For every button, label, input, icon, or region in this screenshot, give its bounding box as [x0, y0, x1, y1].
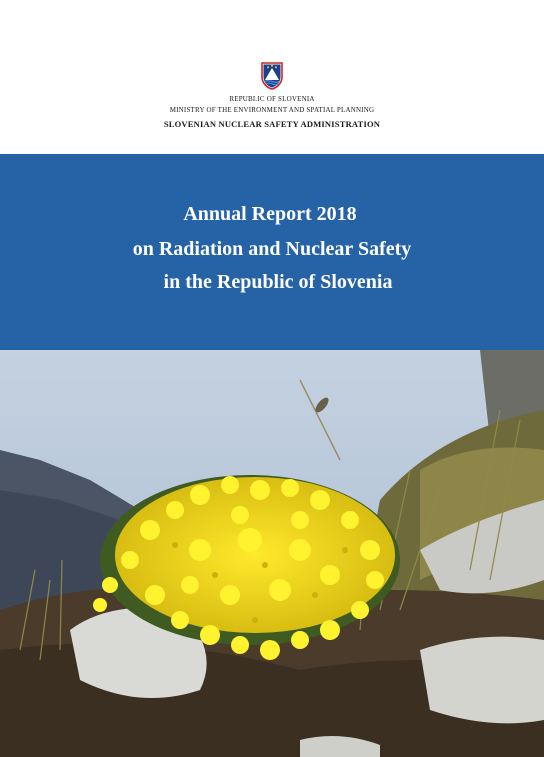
ministry-name: MINISTRY OF THE ENVIRONMENT AND SPATIAL PLANNING	[169, 106, 375, 114]
report-title-line1: Annual Report 2018	[183, 203, 357, 225]
title-band	[0, 154, 544, 350]
cover-photo	[0, 350, 544, 757]
coat-of-arms-icon	[260, 62, 284, 90]
report-title-line2: on Radiation and Nuclear Safety	[132, 238, 412, 260]
administration-name: SLOVENIAN NUCLEAR SAFETY ADMINISTRATION	[163, 119, 381, 129]
cover-header	[0, 0, 544, 154]
republic-name: REPUBLIC OF SLOVENIA	[229, 95, 315, 103]
report-title-line3: in the Republic of Slovenia	[163, 271, 393, 293]
